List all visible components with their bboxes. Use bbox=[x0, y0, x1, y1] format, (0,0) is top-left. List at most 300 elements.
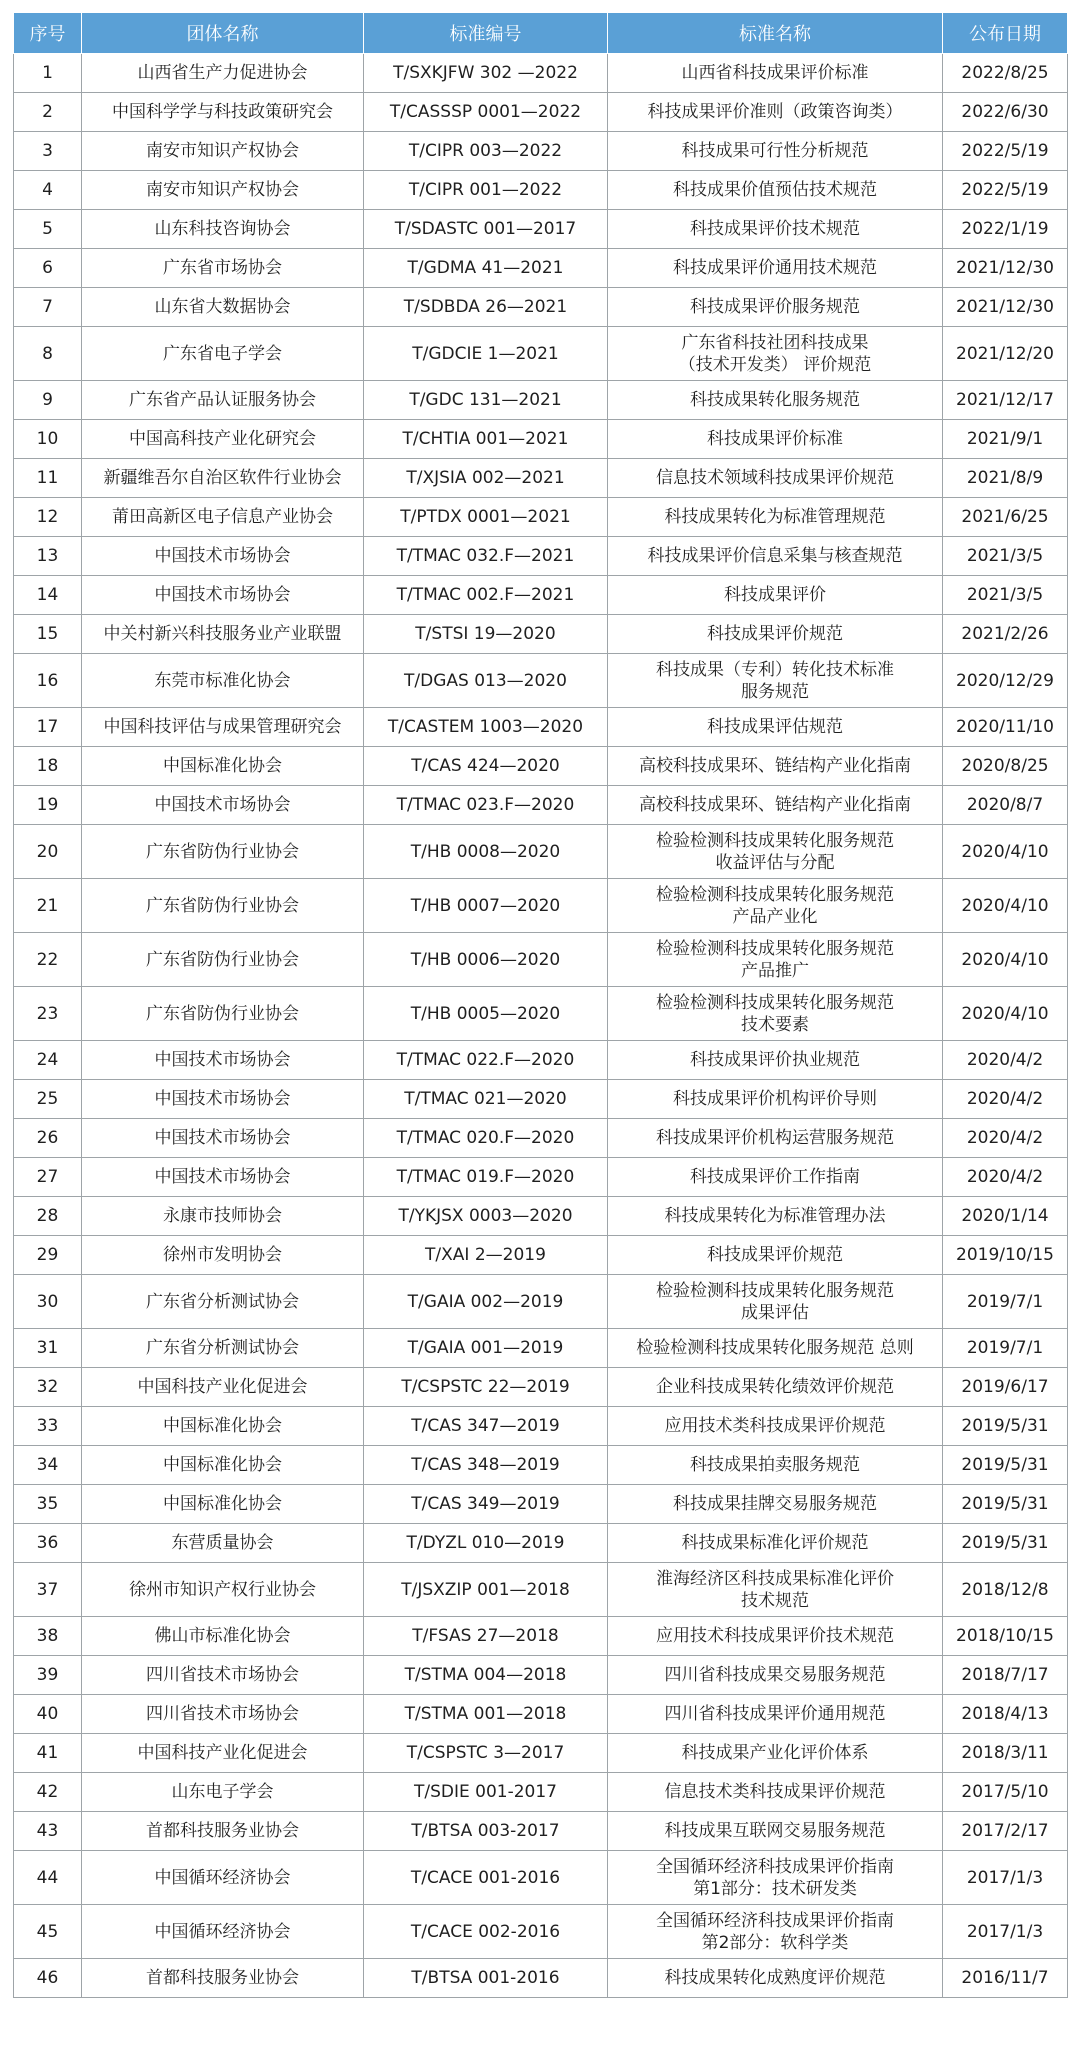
cell-standard-name: 科技成果拍卖服务规范 bbox=[608, 1446, 943, 1485]
cell-organization: 中国高科技产业化研究会 bbox=[82, 420, 364, 459]
cell-standard-code: T/SDBDA 26—2021 bbox=[364, 288, 608, 327]
standard-name-line: 全国循环经济科技成果评价指南 bbox=[656, 1910, 894, 1931]
standard-name-line: 检验检测科技成果转化服务规范 bbox=[656, 1280, 894, 1301]
cell-organization: 徐州市发明协会 bbox=[82, 1236, 364, 1275]
cell-standard-code: T/CASTEM 1003—2020 bbox=[364, 708, 608, 747]
cell-standard-code: T/DGAS 013—2020 bbox=[364, 654, 608, 708]
cell-index: 15 bbox=[14, 615, 82, 654]
cell-standard-code: T/YKJSX 0003—2020 bbox=[364, 1197, 608, 1236]
cell-standard-code: T/STSI 19—2020 bbox=[364, 615, 608, 654]
cell-standard-code: T/CAS 349—2019 bbox=[364, 1485, 608, 1524]
cell-standard-code: T/CIPR 003—2022 bbox=[364, 132, 608, 171]
cell-standard-name: 科技成果转化为标准管理规范 bbox=[608, 498, 943, 537]
cell-organization: 佛山市标准化协会 bbox=[82, 1617, 364, 1656]
cell-publish-date: 2019/10/15 bbox=[943, 1236, 1068, 1275]
table-row bbox=[14, 786, 1068, 825]
cell-index: 37 bbox=[14, 1563, 82, 1617]
standard-name-line: 检验检测科技成果转化服务规范 bbox=[656, 884, 894, 905]
cell-standard-name: 科技成果评价机构评价导则 bbox=[608, 1080, 943, 1119]
cell-organization: 中国技术市场协会 bbox=[82, 1041, 364, 1080]
cell-index: 9 bbox=[14, 381, 82, 420]
cell-standard-name bbox=[608, 825, 943, 879]
header-standard-name: 标准名称 bbox=[608, 13, 943, 54]
table-row bbox=[14, 1275, 1068, 1329]
table-row bbox=[14, 708, 1068, 747]
cell-publish-date: 2020/4/2 bbox=[943, 1041, 1068, 1080]
cell-standard-code: T/BTSA 001-2016 bbox=[364, 1959, 608, 1998]
cell-publish-date: 2022/5/19 bbox=[943, 171, 1068, 210]
cell-organization: 广东省防伪行业协会 bbox=[82, 879, 364, 933]
cell-organization: 首都科技服务业协会 bbox=[82, 1812, 364, 1851]
table-row bbox=[14, 1524, 1068, 1563]
header-index: 序号 bbox=[14, 13, 82, 54]
cell-publish-date: 2019/5/31 bbox=[943, 1407, 1068, 1446]
cell-index: 28 bbox=[14, 1197, 82, 1236]
cell-standard-name: 科技成果评价标准 bbox=[608, 420, 943, 459]
standard-name-line: 第2部分：软科学类 bbox=[701, 1932, 849, 1953]
cell-publish-date: 2021/3/5 bbox=[943, 576, 1068, 615]
cell-standard-name bbox=[608, 1905, 943, 1959]
cell-standard-name: 信息技术类科技成果评价规范 bbox=[608, 1773, 943, 1812]
cell-standard-name: 高校科技成果环、链结构产业化指南 bbox=[608, 786, 943, 825]
standard-name-line: 检验检测科技成果转化服务规范 bbox=[656, 830, 894, 851]
cell-publish-date: 2020/1/14 bbox=[943, 1197, 1068, 1236]
cell-standard-name: 四川省科技成果评价通用规范 bbox=[608, 1695, 943, 1734]
cell-organization: 首都科技服务业协会 bbox=[82, 1959, 364, 1998]
cell-organization: 南安市知识产权协会 bbox=[82, 132, 364, 171]
cell-index: 23 bbox=[14, 987, 82, 1041]
standard-name-line: 成果评估 bbox=[741, 1302, 809, 1323]
cell-standard-name: 信息技术领域科技成果评价规范 bbox=[608, 459, 943, 498]
cell-index: 14 bbox=[14, 576, 82, 615]
cell-standard-name: 应用技术类科技成果评价规范 bbox=[608, 1407, 943, 1446]
cell-index: 10 bbox=[14, 420, 82, 459]
cell-index: 18 bbox=[14, 747, 82, 786]
table-row bbox=[14, 1734, 1068, 1773]
table-row bbox=[14, 1812, 1068, 1851]
cell-standard-name: 科技成果评价服务规范 bbox=[608, 288, 943, 327]
cell-index: 27 bbox=[14, 1158, 82, 1197]
table-row bbox=[14, 1446, 1068, 1485]
table-row bbox=[14, 1563, 1068, 1617]
cell-organization: 中国科技产业化促进会 bbox=[82, 1368, 364, 1407]
cell-organization: 徐州市知识产权行业协会 bbox=[82, 1563, 364, 1617]
cell-organization: 中国科技产业化促进会 bbox=[82, 1734, 364, 1773]
cell-standard-code: T/GDCIE 1—2021 bbox=[364, 327, 608, 381]
cell-organization: 山东科技咨询协会 bbox=[82, 210, 364, 249]
table-row bbox=[14, 54, 1068, 93]
cell-standard-name: 科技成果评价技术规范 bbox=[608, 210, 943, 249]
cell-publish-date: 2021/12/30 bbox=[943, 288, 1068, 327]
standard-name-line: 收益评估与分配 bbox=[715, 852, 835, 873]
cell-index: 13 bbox=[14, 537, 82, 576]
cell-standard-code: T/DYZL 010—2019 bbox=[364, 1524, 608, 1563]
standard-name-line: 技术规范 bbox=[741, 1590, 809, 1611]
table-row bbox=[14, 1119, 1068, 1158]
cell-standard-code: T/CACE 001-2016 bbox=[364, 1851, 608, 1905]
table-row bbox=[14, 288, 1068, 327]
table-row bbox=[14, 1407, 1068, 1446]
cell-standard-code: T/GAIA 001—2019 bbox=[364, 1329, 608, 1368]
cell-standard-name: 科技成果互联网交易服务规范 bbox=[608, 1812, 943, 1851]
table-row bbox=[14, 1773, 1068, 1812]
cell-publish-date: 2018/10/15 bbox=[943, 1617, 1068, 1656]
header-standard-code: 标准编号 bbox=[364, 13, 608, 54]
standard-name-line: 服务规范 bbox=[741, 681, 809, 702]
cell-publish-date: 2021/8/9 bbox=[943, 459, 1068, 498]
cell-index: 12 bbox=[14, 498, 82, 537]
cell-standard-name: 科技成果评价通用技术规范 bbox=[608, 249, 943, 288]
cell-index: 35 bbox=[14, 1485, 82, 1524]
cell-organization: 东营质量协会 bbox=[82, 1524, 364, 1563]
cell-organization: 中国标准化协会 bbox=[82, 1407, 364, 1446]
cell-publish-date: 2016/11/7 bbox=[943, 1959, 1068, 1998]
table-row bbox=[14, 1905, 1068, 1959]
table-body bbox=[14, 54, 1068, 1998]
cell-publish-date: 2018/7/17 bbox=[943, 1656, 1068, 1695]
cell-index: 21 bbox=[14, 879, 82, 933]
cell-publish-date: 2021/6/25 bbox=[943, 498, 1068, 537]
cell-standard-name: 科技成果标准化评价规范 bbox=[608, 1524, 943, 1563]
cell-standard-code: T/HB 0006—2020 bbox=[364, 933, 608, 987]
cell-index: 16 bbox=[14, 654, 82, 708]
cell-publish-date: 2020/4/2 bbox=[943, 1158, 1068, 1197]
standard-name-line: 广东省科技社团科技成果 bbox=[681, 332, 869, 353]
cell-organization: 广东省产品认证服务协会 bbox=[82, 381, 364, 420]
table-row bbox=[14, 210, 1068, 249]
table-row bbox=[14, 1236, 1068, 1275]
table-row bbox=[14, 459, 1068, 498]
cell-publish-date: 2020/8/7 bbox=[943, 786, 1068, 825]
cell-index: 1 bbox=[14, 54, 82, 93]
cell-standard-name: 应用技术科技成果评价技术规范 bbox=[608, 1617, 943, 1656]
cell-standard-name bbox=[608, 933, 943, 987]
cell-index: 4 bbox=[14, 171, 82, 210]
cell-standard-name: 企业科技成果转化绩效评价规范 bbox=[608, 1368, 943, 1407]
cell-organization: 山东电子学会 bbox=[82, 1773, 364, 1812]
table-row bbox=[14, 879, 1068, 933]
cell-publish-date: 2022/8/25 bbox=[943, 54, 1068, 93]
table-row bbox=[14, 1329, 1068, 1368]
standard-name-line: 全国循环经济科技成果评价指南 bbox=[656, 1856, 894, 1877]
cell-standard-name: 科技成果转化成熟度评价规范 bbox=[608, 1959, 943, 1998]
cell-standard-code: T/BTSA 003-2017 bbox=[364, 1812, 608, 1851]
cell-standard-name: 科技成果评价信息采集与核查规范 bbox=[608, 537, 943, 576]
cell-organization: 广东省分析测试协会 bbox=[82, 1275, 364, 1329]
cell-index: 34 bbox=[14, 1446, 82, 1485]
cell-index: 31 bbox=[14, 1329, 82, 1368]
cell-index: 3 bbox=[14, 132, 82, 171]
cell-standard-name bbox=[608, 327, 943, 381]
table-row bbox=[14, 132, 1068, 171]
cell-index: 46 bbox=[14, 1959, 82, 1998]
cell-index: 38 bbox=[14, 1617, 82, 1656]
cell-standard-name: 科技成果产业化评价体系 bbox=[608, 1734, 943, 1773]
cell-standard-code: T/TMAC 023.F—2020 bbox=[364, 786, 608, 825]
standard-name-line: 产品产业化 bbox=[732, 906, 818, 927]
standard-name-line: 产品推广 bbox=[741, 960, 809, 981]
cell-organization: 广东省电子学会 bbox=[82, 327, 364, 381]
cell-standard-code: T/GAIA 002—2019 bbox=[364, 1275, 608, 1329]
cell-standard-code: T/CSPSTC 22—2019 bbox=[364, 1368, 608, 1407]
cell-standard-name: 科技成果评价机构运营服务规范 bbox=[608, 1119, 943, 1158]
cell-index: 24 bbox=[14, 1041, 82, 1080]
cell-index: 22 bbox=[14, 933, 82, 987]
cell-organization: 四川省技术市场协会 bbox=[82, 1656, 364, 1695]
cell-standard-code: T/SDASTC 001—2017 bbox=[364, 210, 608, 249]
cell-index: 45 bbox=[14, 1905, 82, 1959]
cell-publish-date: 2020/4/10 bbox=[943, 987, 1068, 1041]
cell-publish-date: 2020/4/2 bbox=[943, 1080, 1068, 1119]
cell-organization: 广东省分析测试协会 bbox=[82, 1329, 364, 1368]
cell-organization: 中国技术市场协会 bbox=[82, 786, 364, 825]
cell-standard-name bbox=[608, 1563, 943, 1617]
table-row bbox=[14, 1368, 1068, 1407]
cell-standard-code: T/CASSSP 0001—2022 bbox=[364, 93, 608, 132]
cell-organization: 中国循环经济协会 bbox=[82, 1851, 364, 1905]
cell-publish-date: 2019/7/1 bbox=[943, 1275, 1068, 1329]
cell-organization: 永康市技师协会 bbox=[82, 1197, 364, 1236]
cell-publish-date: 2021/3/5 bbox=[943, 537, 1068, 576]
cell-index: 2 bbox=[14, 93, 82, 132]
table-header bbox=[14, 13, 1068, 54]
cell-organization: 中关村新兴科技服务业产业联盟 bbox=[82, 615, 364, 654]
cell-publish-date: 2017/5/10 bbox=[943, 1773, 1068, 1812]
cell-index: 40 bbox=[14, 1695, 82, 1734]
cell-organization: 南安市知识产权协会 bbox=[82, 171, 364, 210]
cell-standard-code: T/STMA 001—2018 bbox=[364, 1695, 608, 1734]
cell-standard-code: T/GDMA 41—2021 bbox=[364, 249, 608, 288]
cell-index: 39 bbox=[14, 1656, 82, 1695]
cell-organization: 新疆维吾尔自治区软件行业协会 bbox=[82, 459, 364, 498]
cell-standard-code: T/CAS 348—2019 bbox=[364, 1446, 608, 1485]
standards-table bbox=[13, 12, 1068, 1998]
table-row bbox=[14, 825, 1068, 879]
table-row bbox=[14, 537, 1068, 576]
cell-organization: 中国技术市场协会 bbox=[82, 1158, 364, 1197]
table-row bbox=[14, 171, 1068, 210]
cell-standard-name: 科技成果转化为标准管理办法 bbox=[608, 1197, 943, 1236]
cell-index: 41 bbox=[14, 1734, 82, 1773]
cell-publish-date: 2019/5/31 bbox=[943, 1446, 1068, 1485]
table-row bbox=[14, 1959, 1068, 1998]
table-row bbox=[14, 93, 1068, 132]
cell-standard-name: 科技成果可行性分析规范 bbox=[608, 132, 943, 171]
cell-organization: 中国循环经济协会 bbox=[82, 1905, 364, 1959]
cell-publish-date: 2020/4/10 bbox=[943, 825, 1068, 879]
cell-standard-code: T/HB 0005—2020 bbox=[364, 987, 608, 1041]
cell-index: 25 bbox=[14, 1080, 82, 1119]
cell-organization: 中国技术市场协会 bbox=[82, 1080, 364, 1119]
cell-index: 33 bbox=[14, 1407, 82, 1446]
cell-standard-name: 科技成果评估规范 bbox=[608, 708, 943, 747]
table-row bbox=[14, 615, 1068, 654]
cell-index: 19 bbox=[14, 786, 82, 825]
cell-index: 32 bbox=[14, 1368, 82, 1407]
cell-publish-date: 2019/5/31 bbox=[943, 1524, 1068, 1563]
cell-publish-date: 2017/2/17 bbox=[943, 1812, 1068, 1851]
cell-publish-date: 2017/1/3 bbox=[943, 1905, 1068, 1959]
cell-organization: 中国科技评估与成果管理研究会 bbox=[82, 708, 364, 747]
cell-index: 30 bbox=[14, 1275, 82, 1329]
table-row bbox=[14, 987, 1068, 1041]
cell-publish-date: 2021/2/26 bbox=[943, 615, 1068, 654]
cell-standard-name bbox=[608, 987, 943, 1041]
cell-standard-code: T/CIPR 001—2022 bbox=[364, 171, 608, 210]
cell-publish-date: 2020/12/29 bbox=[943, 654, 1068, 708]
cell-standard-name bbox=[608, 654, 943, 708]
cell-standard-code: T/XAI 2—2019 bbox=[364, 1236, 608, 1275]
cell-standard-name: 高校科技成果环、链结构产业化指南 bbox=[608, 747, 943, 786]
cell-standard-name: 科技成果评价规范 bbox=[608, 615, 943, 654]
table-row bbox=[14, 498, 1068, 537]
header-publish-date: 公布日期 bbox=[943, 13, 1068, 54]
standard-name-line: 科技成果（专利）转化技术标准 bbox=[656, 659, 894, 680]
cell-index: 36 bbox=[14, 1524, 82, 1563]
cell-standard-code: T/XJSIA 002—2021 bbox=[364, 459, 608, 498]
table-row bbox=[14, 933, 1068, 987]
table-row bbox=[14, 381, 1068, 420]
cell-index: 44 bbox=[14, 1851, 82, 1905]
cell-publish-date: 2020/4/10 bbox=[943, 879, 1068, 933]
cell-standard-code: T/HB 0007—2020 bbox=[364, 879, 608, 933]
cell-standard-name: 科技成果评价 bbox=[608, 576, 943, 615]
cell-publish-date: 2018/12/8 bbox=[943, 1563, 1068, 1617]
cell-organization: 中国技术市场协会 bbox=[82, 537, 364, 576]
cell-standard-code: T/CSPSTC 3—2017 bbox=[364, 1734, 608, 1773]
cell-standard-name: 科技成果评价规范 bbox=[608, 1236, 943, 1275]
cell-publish-date: 2021/12/17 bbox=[943, 381, 1068, 420]
cell-index: 11 bbox=[14, 459, 82, 498]
cell-index: 42 bbox=[14, 1773, 82, 1812]
cell-standard-code: T/SDIE 001-2017 bbox=[364, 1773, 608, 1812]
table-row bbox=[14, 420, 1068, 459]
cell-index: 29 bbox=[14, 1236, 82, 1275]
table-row bbox=[14, 249, 1068, 288]
table-row bbox=[14, 1197, 1068, 1236]
cell-index: 8 bbox=[14, 327, 82, 381]
cell-organization: 四川省技术市场协会 bbox=[82, 1695, 364, 1734]
header-row bbox=[14, 13, 1068, 54]
cell-standard-code: T/TMAC 019.F—2020 bbox=[364, 1158, 608, 1197]
cell-organization: 东莞市标准化协会 bbox=[82, 654, 364, 708]
cell-organization: 中国标准化协会 bbox=[82, 1485, 364, 1524]
cell-publish-date: 2019/6/17 bbox=[943, 1368, 1068, 1407]
cell-publish-date: 2021/12/30 bbox=[943, 249, 1068, 288]
cell-organization: 中国标准化协会 bbox=[82, 1446, 364, 1485]
cell-publish-date: 2021/9/1 bbox=[943, 420, 1068, 459]
standard-name-line: （技术开发类） 评价规范 bbox=[678, 354, 872, 375]
cell-standard-code: T/JSXZIP 001—2018 bbox=[364, 1563, 608, 1617]
cell-standard-code: T/CHTIA 001—2021 bbox=[364, 420, 608, 459]
cell-organization: 中国技术市场协会 bbox=[82, 576, 364, 615]
cell-standard-code: T/CACE 002-2016 bbox=[364, 1905, 608, 1959]
cell-publish-date: 2018/3/11 bbox=[943, 1734, 1068, 1773]
cell-publish-date: 2020/8/25 bbox=[943, 747, 1068, 786]
cell-publish-date: 2018/4/13 bbox=[943, 1695, 1068, 1734]
cell-organization: 莆田高新区电子信息产业协会 bbox=[82, 498, 364, 537]
cell-organization: 中国技术市场协会 bbox=[82, 1119, 364, 1158]
cell-publish-date: 2019/5/31 bbox=[943, 1485, 1068, 1524]
cell-organization: 广东省防伪行业协会 bbox=[82, 987, 364, 1041]
cell-standard-code: T/STMA 004—2018 bbox=[364, 1656, 608, 1695]
cell-publish-date: 2020/11/10 bbox=[943, 708, 1068, 747]
table-row bbox=[14, 1158, 1068, 1197]
cell-standard-code: T/GDC 131—2021 bbox=[364, 381, 608, 420]
cell-organization: 广东省防伪行业协会 bbox=[82, 825, 364, 879]
header-organization: 团体名称 bbox=[82, 13, 364, 54]
cell-publish-date: 2021/12/20 bbox=[943, 327, 1068, 381]
cell-standard-name: 科技成果转化服务规范 bbox=[608, 381, 943, 420]
cell-index: 5 bbox=[14, 210, 82, 249]
cell-standard-code: T/FSAS 27—2018 bbox=[364, 1617, 608, 1656]
table-row bbox=[14, 1656, 1068, 1695]
cell-publish-date: 2022/5/19 bbox=[943, 132, 1068, 171]
cell-organization: 中国科学学与科技政策研究会 bbox=[82, 93, 364, 132]
cell-organization: 中国标准化协会 bbox=[82, 747, 364, 786]
cell-standard-code: T/HB 0008—2020 bbox=[364, 825, 608, 879]
table-row bbox=[14, 747, 1068, 786]
table-row bbox=[14, 576, 1068, 615]
table-row bbox=[14, 1695, 1068, 1734]
table-row bbox=[14, 327, 1068, 381]
cell-standard-name bbox=[608, 879, 943, 933]
table-row bbox=[14, 1041, 1068, 1080]
cell-standard-name bbox=[608, 1851, 943, 1905]
cell-index: 6 bbox=[14, 249, 82, 288]
standard-name-line: 淮海经济区科技成果标准化评价 bbox=[656, 1568, 894, 1589]
table-row bbox=[14, 1851, 1068, 1905]
cell-standard-code: T/TMAC 002.F—2021 bbox=[364, 576, 608, 615]
cell-publish-date: 2019/7/1 bbox=[943, 1329, 1068, 1368]
cell-publish-date: 2022/6/30 bbox=[943, 93, 1068, 132]
cell-organization: 山东省大数据协会 bbox=[82, 288, 364, 327]
cell-publish-date: 2020/4/2 bbox=[943, 1119, 1068, 1158]
cell-index: 17 bbox=[14, 708, 82, 747]
table-row bbox=[14, 1080, 1068, 1119]
table-row bbox=[14, 1485, 1068, 1524]
cell-index: 26 bbox=[14, 1119, 82, 1158]
standard-name-line: 检验检测科技成果转化服务规范 bbox=[656, 992, 894, 1013]
cell-publish-date: 2020/4/10 bbox=[943, 933, 1068, 987]
cell-publish-date: 2022/1/19 bbox=[943, 210, 1068, 249]
cell-standard-name: 科技成果挂牌交易服务规范 bbox=[608, 1485, 943, 1524]
cell-standard-code: T/TMAC 021—2020 bbox=[364, 1080, 608, 1119]
cell-standard-name: 科技成果评价准则（政策咨询类） bbox=[608, 93, 943, 132]
table-row bbox=[14, 1617, 1068, 1656]
cell-index: 20 bbox=[14, 825, 82, 879]
cell-organization: 山西省生产力促进协会 bbox=[82, 54, 364, 93]
standard-name-line: 检验检测科技成果转化服务规范 bbox=[656, 938, 894, 959]
cell-standard-name: 四川省科技成果交易服务规范 bbox=[608, 1656, 943, 1695]
standard-name-line: 第1部分：技术研发类 bbox=[693, 1878, 857, 1899]
cell-standard-code: T/CAS 424—2020 bbox=[364, 747, 608, 786]
cell-standard-name: 科技成果评价执业规范 bbox=[608, 1041, 943, 1080]
cell-standard-code: T/CAS 347—2019 bbox=[364, 1407, 608, 1446]
cell-organization: 广东省市场协会 bbox=[82, 249, 364, 288]
cell-publish-date: 2017/1/3 bbox=[943, 1851, 1068, 1905]
cell-standard-code: T/PTDX 0001—2021 bbox=[364, 498, 608, 537]
cell-standard-name: 山西省科技成果评价标准 bbox=[608, 54, 943, 93]
cell-standard-code: T/TMAC 020.F—2020 bbox=[364, 1119, 608, 1158]
cell-standard-code: T/SXKJFW 302 —2022 bbox=[364, 54, 608, 93]
cell-standard-code: T/TMAC 032.F—2021 bbox=[364, 537, 608, 576]
cell-standard-name bbox=[608, 1275, 943, 1329]
standard-name-line: 技术要素 bbox=[741, 1014, 809, 1035]
cell-index: 7 bbox=[14, 288, 82, 327]
cell-organization: 广东省防伪行业协会 bbox=[82, 933, 364, 987]
cell-standard-code: T/TMAC 022.F—2020 bbox=[364, 1041, 608, 1080]
